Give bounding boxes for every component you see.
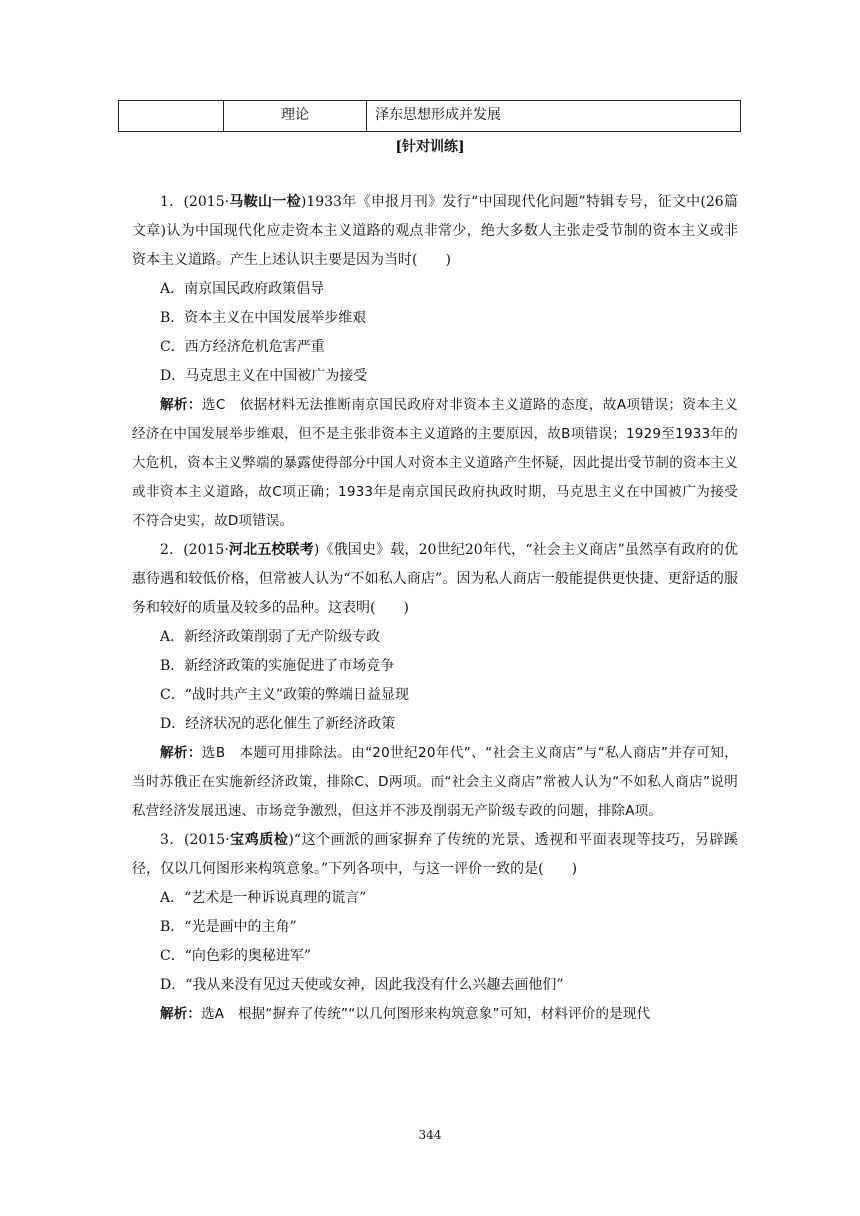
option-a: A．南京国民政府政策倡导 xyxy=(160,281,325,297)
answer-text: 选B 本题可用排除法。由“20世纪20年代”、“社会主义商店”与“私人商店”并存可知，当时苏俄正在实施新经济政策，排除C、D两项。而“社会主义商店”常被人认为“不如私人商店”说明私营经济发展迅速、市场竞争激烈，但这并不涉及削弱无产阶级专政的问题，排除A项。 xyxy=(132,745,738,819)
option-d: D．马克思主义在中国被广为接受 xyxy=(160,368,368,384)
answer-text: 选C 依据材料无法推断南京国民政府对非资本主义道路的态度，故A项错误；资本主义经济在中国发展举步维艰，但不是主张非资本主义道路的主要原因，故B项错误；1929至1933年的大危机，资本主义弊端的暴露使得部分中国人对资本主义道路产生怀疑，因此提出受节制的资本主义或非资本主义道路，故C项正确；1933年是南京国民政府执政时期，马克思主义在中国被广为接受不符合史实，故D项错误。 xyxy=(132,397,738,529)
option-d: D．“我从来没有见过天使或女神，因此我没有什么兴趣去画他们” xyxy=(160,977,564,993)
question-number: 1．(2015· xyxy=(160,194,230,210)
answer-text: 选A 根据“摒弃了传统”“以几何图形来构筑意象”可知，材料评价的是现代 xyxy=(201,1006,651,1022)
option-a: A．“艺术是一种诉说真理的谎言” xyxy=(160,890,367,906)
question-text: )“这个画派的画家摒弃了传统的光景、透视和平面表现等技巧，另辟蹊径，仅以几何图形来构筑意象。”下列各项中，与这一评价一致的是( ) xyxy=(132,832,739,877)
table-cell-empty xyxy=(119,101,224,131)
question-stem xyxy=(132,536,738,623)
option-c: C．西方经济危机危害严重 xyxy=(160,339,325,355)
answer-label: 解析： xyxy=(160,397,202,413)
answer-label: 解析： xyxy=(160,745,202,761)
option-b: B．“光是画中的主角” xyxy=(160,919,297,935)
question-source: 马鞍山一检 xyxy=(229,194,301,210)
answer-explanation xyxy=(132,1000,738,1029)
answer-explanation xyxy=(132,739,738,826)
table-cell-content: 泽东思想形成并发展 xyxy=(375,107,501,123)
option-d: D．经济状况的恶化催生了新经济政策 xyxy=(160,716,396,732)
table-cell-label: 理论 xyxy=(224,101,367,131)
question-source: 河北五校联考 xyxy=(228,542,314,558)
table-row xyxy=(118,100,741,132)
question-source: 宝鸡质检 xyxy=(229,832,289,848)
question-stem xyxy=(132,826,738,884)
question-list xyxy=(132,188,738,1029)
option-b: B．资本主义在中国发展举步维艰 xyxy=(160,310,367,326)
question-text: )《俄国史》载，20世纪20年代，“社会主义商店”虽然享有政府的优惠待遇和较低价格，但常被人认为“不如私人商店”。因为私人商店一般能提供更快捷、更舒适的服务和较好的质量及较多的品种。这表明( ) xyxy=(132,542,739,616)
answer-label: 解析： xyxy=(160,1006,202,1022)
option-b: B．新经济政策的实施促进了市场竞争 xyxy=(160,658,395,674)
question-number: 2．(2015· xyxy=(160,542,229,558)
option-a: A．新经济政策削弱了无产阶级专政 xyxy=(160,629,381,645)
page-number: 344 xyxy=(418,1128,442,1142)
question-text: )1933年《申报月刊》发行“中国现代化问题”特辑专号，征文中(26篇文章)认为中国现代化应走资本主义道路的观点非常少，绝大多数人主张走受节制的资本主义或非资本主义道路。产生上述认识主要是因为当时( ) xyxy=(132,194,739,268)
question-stem xyxy=(132,188,738,275)
section-title: [针对训练] xyxy=(395,139,465,155)
option-c: C．“向色彩的奥秘进军” xyxy=(160,948,312,964)
question-number: 3．(2015· xyxy=(160,832,230,848)
option-c: C．“战时共产主义”政策的弊端日益显现 xyxy=(160,687,410,703)
answer-explanation xyxy=(132,391,738,536)
